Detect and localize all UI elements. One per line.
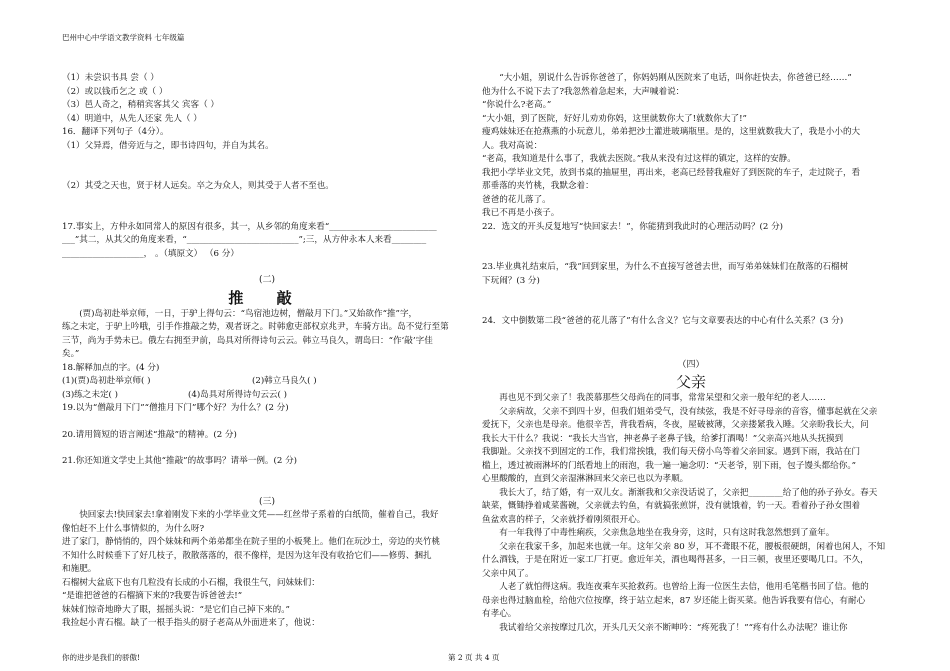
passage-line: 母亲也得过脑血栓，给他穴位按摩，终于站立起来，87 岁还能上街买菜。他告诉我要有信心，有耐心 <box>482 595 866 606</box>
passage-line: 我捡起小青石榴。缺了一根手指头的厨子老高从外面进来了，他说： <box>62 618 320 628</box>
passage-line: 有一年我得了中毒性痢疾，父亲焦急地坐在我身旁，这时，只有这时我忽然想到了童年。 <box>499 528 835 538</box>
q15-item: （2）或以钱币乞之 或（ ） <box>62 86 168 97</box>
question-16-1: （1）父异焉，借旁近与之，即书诗四句，并自为其名。 <box>62 140 274 151</box>
passage-line: 我长大干什么？我说：“我长大当官，抻老鼻子老鼻子钱，给爹打酒喝！”父亲高兴地从头抚摸到 <box>482 433 844 444</box>
passage-line: 像怕赶不上什么事情似的，为什么呀? <box>62 523 205 534</box>
q18-c: (3)练之未定( ) <box>62 389 118 400</box>
page-header: 巴州中心中学语文教学资料 七年级篇 <box>62 33 185 42</box>
passage-line: “是谁把爸爸的石榴摘下来的?我要告诉爸爸去!” <box>62 591 243 601</box>
passage-line: 矣。” <box>62 349 80 359</box>
passage-line: 鱼盆欢喜的样子，父亲就抒着刚须很开心。 <box>482 514 646 525</box>
passage-line: 练之未定，于驴上吟哦，引手作推敲之势，观者讶之。时韩愈吏部权京兆尹，车骑方出。岛不觉行至第 <box>62 322 449 332</box>
passage-line: 三节，尚为手势未已。俄左右拥至尹前，岛具对所得诗句云云。韩立马良久，谓岛曰：“作‘敲’字佳 <box>62 335 433 346</box>
passage-line: 妹妹们惊奇地睁大了眼，摇摇头说：“是它们自己掉下来的。” <box>62 604 290 615</box>
passage-line: 心里酸酸的，直到父亲湿淋淋回来父亲已也以为孝顺。 <box>482 474 689 484</box>
question-18-row <box>62 389 472 403</box>
question-18: 18.解释加点的字。(4 分) <box>62 362 160 373</box>
passage-line: 他为什么不说下去了?我忽然着急起来，大声喊着说： <box>482 86 685 97</box>
passage-line: 瘦鸡妹妹还在抢燕燕的小玩意儿，弟弟把沙土灌进玻璃瓶里。是的，这里就数我大了，我是小小的大 <box>482 127 861 137</box>
passage-line: 我脚趾。父亲找不到固定的工作，我们常挨饿，我们每天傍小鸟等着父亲回家。遇到下雨，我站在门 <box>482 447 861 457</box>
passage-line: 父亲病故，父亲不到四十岁，但我们姐弟受气，没有续弦，我是不好寻母亲的音容，懂事起就在父亲 <box>499 406 878 417</box>
q15-item: （3）邑人奇之，稍稍宾客其父 宾客（ ） <box>62 100 220 110</box>
question-18-row <box>62 375 472 389</box>
question-21: 21.你还知道文学史上其他“推敲”的故事吗？请举一例。(2 分) <box>62 456 298 466</box>
passage-line: 我试着给父亲按摩过几次，开头几天父亲不断呻吟：“疼死我了！”“疼有什么办法呢？谁让你 <box>499 622 848 633</box>
question-22: 22．选文的开头反复地写“快回家去！”，你能猜到我此时的心理活动吗？(2 分) <box>482 221 784 232</box>
passage-line: 什么酒钱，于是在附近一家工厂打更。愈近年关，酒也喝得甚多，一日三顿，夜里还要喝几口。不久， <box>482 555 869 565</box>
passage-line: (贾)岛初赴举京师，一日，于驴上得句云：“鸟宿池边树，僧敲月下门。”又始欲作“推”字， <box>79 308 418 319</box>
section-4-label: （四） <box>677 359 705 370</box>
question-17: 17.事实上，方仲永如同常人的原因有很多，其一，从乡邻的角度来看“_________________________ <box>62 221 437 232</box>
passage-line: 爸爸的花儿落了。 <box>482 194 551 205</box>
passage-line: 那垂落的夹竹桃，我默念着： <box>482 181 594 191</box>
passage-line: 人老了就怕得这病。我连夜乘车买抢救药。也曾给上海一位医生去信，他用毛笔楷书回了信。他的 <box>499 582 869 592</box>
passage-line: 父亲在我家千多，加起来也就一年。这年父亲 80 岁，耳不聋眼不花，腰板很硬朗，闲着也闲人，不知 <box>499 541 886 552</box>
passage-line: 和施肥。 <box>62 564 97 574</box>
passage-line: 我把小学毕业文凭，放到书桌的抽屉里，再出来，老高已经替我雇好了到医院的车子，走过院子，看 <box>482 167 861 178</box>
passage-line: 人。我对高说： <box>482 140 543 151</box>
q15-item: （1）未尝识书具 尝（ ） <box>62 73 159 83</box>
question-23: 下玩闹？(3 分) <box>482 275 540 286</box>
section-2-label: (二) <box>258 275 276 285</box>
question-17: ___”其二，从其父的角度来看，“__________________________”;三，从方仲永本人来看________ <box>62 235 427 245</box>
passage-line: 快回家去!快回家去!拿着刚发下来的小学毕业文凭——红丝带子系着的白纸筒，催着自己，我好 <box>79 510 439 520</box>
right-column <box>482 72 900 635</box>
question-19: 19.以为“僧敲月下门”“僧推月下门”哪个好？为什么？(2 分) <box>62 403 289 413</box>
page-number: 第 2 页 共 4 页 <box>448 653 500 662</box>
q18-b: (2)韩立马良久( ) <box>252 376 317 386</box>
q18-a: (1)(贾)岛初赴举京师( ) <box>62 376 151 386</box>
question-16-2: （2）其受之天也，贤于材人远矣。卒之为众人，则其受于人者不至也。 <box>62 181 334 191</box>
passage-line: 我长大了，结了婚，有一双儿女。渐渐我和父亲没话说了，父亲把________给了他的孙子孙女。春天 <box>499 487 878 498</box>
passage-line: 缺菜，慨锄挣着咸菜酱碗，父亲就去钓鱼，有就搞张煎饼，没有就饿着，钓一天。看着孙子孙女围着 <box>482 501 861 511</box>
q18-d: (4)岛具对所得诗句云云( ) <box>188 389 287 400</box>
section-2-title: 推 敲 <box>228 288 306 307</box>
section-3-label: (三) <box>258 496 276 507</box>
passage-line: 不知什么时候垂下了好几枝子，散散落落的，很不像样，是因为这年没有收拾它们——修剪、捆扎 <box>62 550 432 561</box>
question-20: 20.请用简短的语言阐述“推敲”的精神。(2 分) <box>62 429 237 440</box>
passage-line: “大小姐，到了医院，好好儿劝劝你妈，这里就数你大了!就数你大了!” <box>482 113 747 124</box>
passage-line: “大小姐，别说什么告诉你爸爸了，你妈妈刚从医院来了电话，叫你赶快去，你爸爸已经……” <box>499 73 852 83</box>
question-16: 16．翻译下列句子（4分）。 <box>62 127 169 137</box>
question-23: 23.毕业典礼结束后，“我”回到家里，为什么不直接写爸爸去世，而写弟弟妹妹们在散落的石榴树 <box>482 262 849 272</box>
footer-slogan: 你的进步是我们的骄傲! <box>62 653 141 662</box>
passage-line: 我已不再是小孩子。 <box>482 208 560 218</box>
passage-line: “你说什么?老高。” <box>482 100 552 110</box>
question-24: 24．文中倒数第二段“爸爸的花儿落了”有什么含义？它与文章要表达的中心有什么关系？(3 分) <box>482 316 844 326</box>
passage-line: 再也见不到父亲了！我羡慕那些父母尚在的同事，常常呆望和父亲一般年纪的老人…… <box>499 393 826 403</box>
section-4-title: 父亲 <box>675 373 706 391</box>
passage-line: 进了家门，静悄悄的，四个妹妹和两个弟弟都坐在院子里的小板凳上。他们在玩沙土，旁边的夹竹桃 <box>62 537 441 547</box>
passage-line: 父亲中风了。 <box>482 568 534 579</box>
passage-line: “老高，我知道是什么事了，我就去医院。”我从来没有过这样的镇定，这样的安静。 <box>482 154 796 164</box>
passage-line: 槛上，透过被雨淋坏的门纸看地上的雨泡，我一遍一遍念叨：“天老爷，别下雨，包子馒头都给你。” <box>482 460 857 471</box>
passage-line: 石榴树大盆底下也有几粒没有长成的小石榴，我很生气，问妹妹们： <box>62 577 320 588</box>
q15-item: （4）明道中，从先人还家 先人（ ） <box>62 113 202 124</box>
left-column <box>62 72 472 631</box>
passage-line: 爱抚下，父亲也是母亲。他很辛苦，背我看病，冬夜，屋破被薄，父亲搂紧我入睡。父亲盼我长大，问 <box>482 420 869 430</box>
question-17: ___________________， 。（填原文） （6 分） <box>62 248 239 259</box>
passage-line: 有孝心。 <box>482 609 517 619</box>
